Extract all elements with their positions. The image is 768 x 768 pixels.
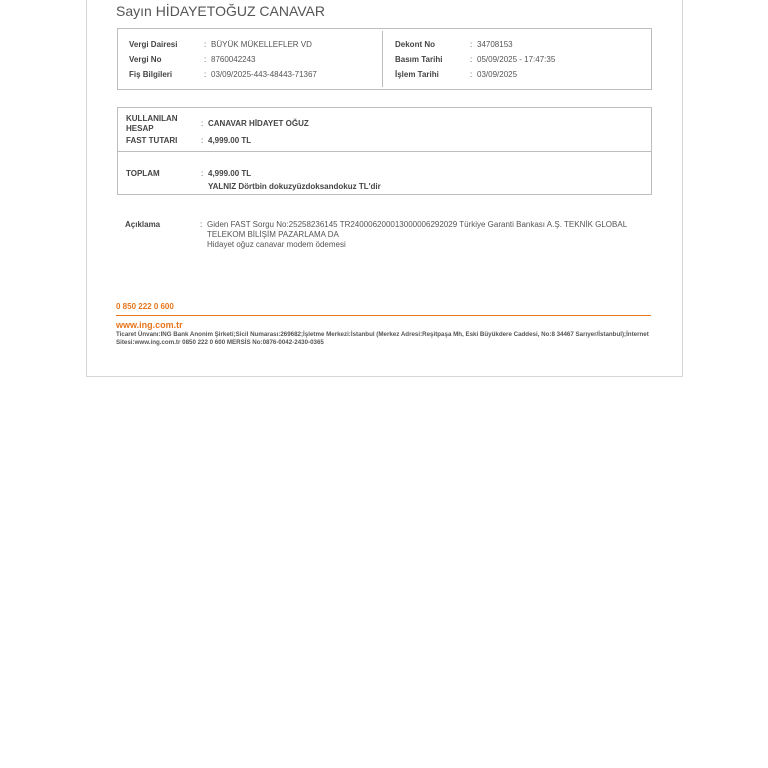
tax-no-label: Vergi No (129, 55, 162, 64)
account-value: CANAVAR HİDAYET OĞUZ (208, 119, 309, 128)
colon: : (201, 169, 204, 178)
print-date-value: 05/09/2025 - 17:47:35 (477, 55, 556, 64)
receipt-no-label: Dekont No (395, 40, 435, 49)
colon: : (200, 220, 203, 229)
section-divider (118, 151, 651, 152)
footer-website-link[interactable]: www.ing.com.tr (116, 320, 183, 330)
account-label: KULLANILAN (126, 114, 178, 123)
description-line-2: TELEKOM BİLİŞİM PAZARLAMA DA (207, 230, 339, 239)
colon: : (470, 55, 473, 64)
fast-amount-label: FAST TUTARI (126, 136, 178, 145)
description-line-1: Giden FAST Sorgu No:25258236145 TR240006200013000006292029 Türkiye Garanti Bankası A.Ş. TEKNİK GLOBAL (207, 220, 628, 229)
slip-info-label: Fiş Bilgileri (129, 70, 173, 79)
tax-office-value: BÜYÜK MÜKELLEFLER VD (211, 40, 312, 49)
transaction-box (117, 107, 652, 195)
colon: : (470, 70, 473, 79)
print-date-label: Basım Tarihi (395, 55, 443, 64)
total-label: TOPLAM (126, 169, 160, 178)
slip-info-value: 03/09/2025-443-48443-71367 (211, 70, 317, 79)
footer-legal-text: Ticaret Ünvanı:ING Bank Anonim Şirketi;Sicil Numarası:269682;İşletme Merkezi:İstanbul (Merkez Adresi:Reşitpaşa Mh, Eski Büyükdere Caddesi, No:8 34467 Sarıyer/İstanbul);İnternet Sitesi:www.ing.com.tr 0850 222 0 600 MERSİS No:0876-0042-2430-0365 (116, 331, 649, 346)
total-value: 4,999.00 TL (208, 169, 252, 178)
colon: : (201, 136, 204, 145)
account-label-2: HESAP (126, 124, 154, 133)
description-label: Açıklama (125, 220, 161, 229)
colon: : (204, 55, 207, 64)
description-line-3: Hidayet oğuz canavar modem ödemesi (207, 240, 346, 249)
colon: : (470, 40, 473, 49)
receipt-info-box (117, 28, 652, 90)
transaction-date-value: 03/09/2025 (477, 70, 518, 79)
tax-no-value: 8760042243 (211, 55, 256, 64)
colon: : (201, 119, 204, 128)
receipt-no-value: 34708153 (477, 40, 513, 49)
colon: : (204, 40, 207, 49)
transaction-date-label: İşlem Tarihi (395, 70, 439, 79)
greeting-title: Sayın HİDAYETOĞUZ CANAVAR (116, 3, 326, 19)
colon: : (204, 70, 207, 79)
fast-amount-value: 4,999.00 TL (208, 136, 252, 145)
total-in-words: YALNIZ Dörtbin dokuzyüzdoksandokuz TL'dir (208, 182, 381, 191)
tax-office-label: Vergi Dairesi (129, 40, 178, 49)
footer-divider (116, 315, 651, 316)
footer-phone: 0 850 222 0 600 (116, 302, 174, 311)
description-value (207, 220, 647, 250)
column-divider (382, 31, 383, 87)
